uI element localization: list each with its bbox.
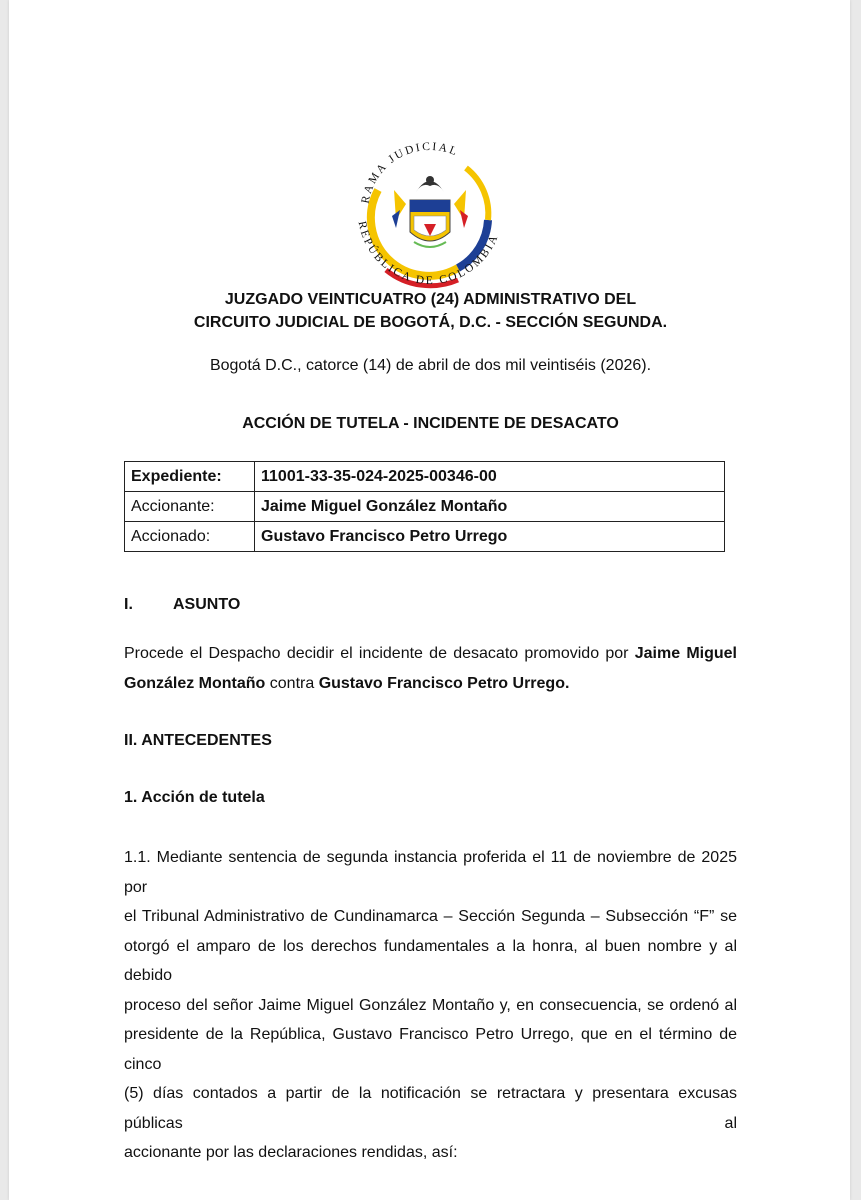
asunto-line-1 (124, 639, 737, 669)
court-title-line1: JUZGADO VEINTICUATRO (24) ADMINISTRATIVO DEL (224, 291, 637, 308)
expediente-value: 11001-33-35-024-2025-00346-00 (255, 462, 725, 492)
asunto-paragraph (124, 639, 737, 698)
paragraph-line: proceso del señor Jaime Miguel González Montaño y, en consecuencia, se ordenó al (124, 996, 737, 1014)
section-number: I. (124, 596, 133, 613)
accionado-value: Gustavo Francisco Petro Urrego (255, 522, 725, 552)
subsection-accion-de-tutela: 1. Acción de tutela (124, 789, 265, 806)
section-antecedentes-heading: II. ANTECEDENTES (124, 732, 272, 749)
accionante-value: Jaime Miguel González Montaño (255, 492, 725, 522)
date-line: Bogotá D.C., catorce (14) de abril de dos mil veintiséis (2026). (209, 357, 652, 374)
paragraph-line: accionante por las declaraciones rendidas, así: (124, 1144, 458, 1161)
coat-of-arms-icon (392, 176, 468, 247)
paragraph-line: el Tribunal Administrativo de Cundinamarca – Sección Segunda – Subsección “F” se (124, 908, 737, 925)
table-row (125, 522, 725, 552)
seal-bottom-text: REPÚBLICA DE COLOMBIA (355, 220, 502, 288)
expediente-label: Expediente: (125, 462, 255, 492)
paragraph-line: (5) días contados a partir de la notificación se retractara y presentara excusas públicas al (124, 1085, 737, 1132)
table-row (125, 462, 725, 492)
seal-yellow-ring-2 (466, 168, 488, 220)
accionante-label: Accionante: (125, 492, 255, 522)
case-info-table (124, 461, 725, 552)
antecedentes-paragraph (124, 843, 737, 1168)
asunto-text-a: Procede el Despacho decidir el incidente de desacato promovido por (124, 645, 635, 662)
paragraph-line: presidente de la República, Gustavo Francisco Petro Urrego, que en el término de cinco (124, 1026, 737, 1073)
action-title: ACCIÓN DE TUTELA - INCIDENTE DE DESACATO (242, 415, 619, 432)
asunto-line-2 (124, 669, 737, 699)
asunto-text-b: contra (265, 674, 319, 692)
paragraph-line: 1.1. Mediante sentencia de segunda instancia proferida el 11 de noviembre de 2025 por (124, 849, 737, 896)
table-row (125, 492, 725, 522)
section-asunto-heading (124, 596, 240, 614)
accionado-name: Gustavo Francisco Petro Urrego. (318, 674, 570, 692)
court-title (0, 288, 861, 334)
accionante-name-part1: Jaime Miguel (634, 645, 737, 662)
court-title-line2: CIRCUITO JUDICIAL DE BOGOTÁ, D.C. - SECCIÓN SEGUNDA. (193, 314, 668, 331)
accionado-label: Accionado: (125, 522, 255, 552)
accionante-name-part2: González Montaño (124, 674, 266, 692)
paragraph-line: otorgó el amparo de los derechos fundamentales a la honra, al buen nombre y al debido (124, 937, 737, 984)
seal-top-text: RAMA JUDICIAL (359, 140, 461, 205)
section-title: ASUNTO (173, 596, 241, 613)
rama-judicial-seal (338, 120, 522, 300)
